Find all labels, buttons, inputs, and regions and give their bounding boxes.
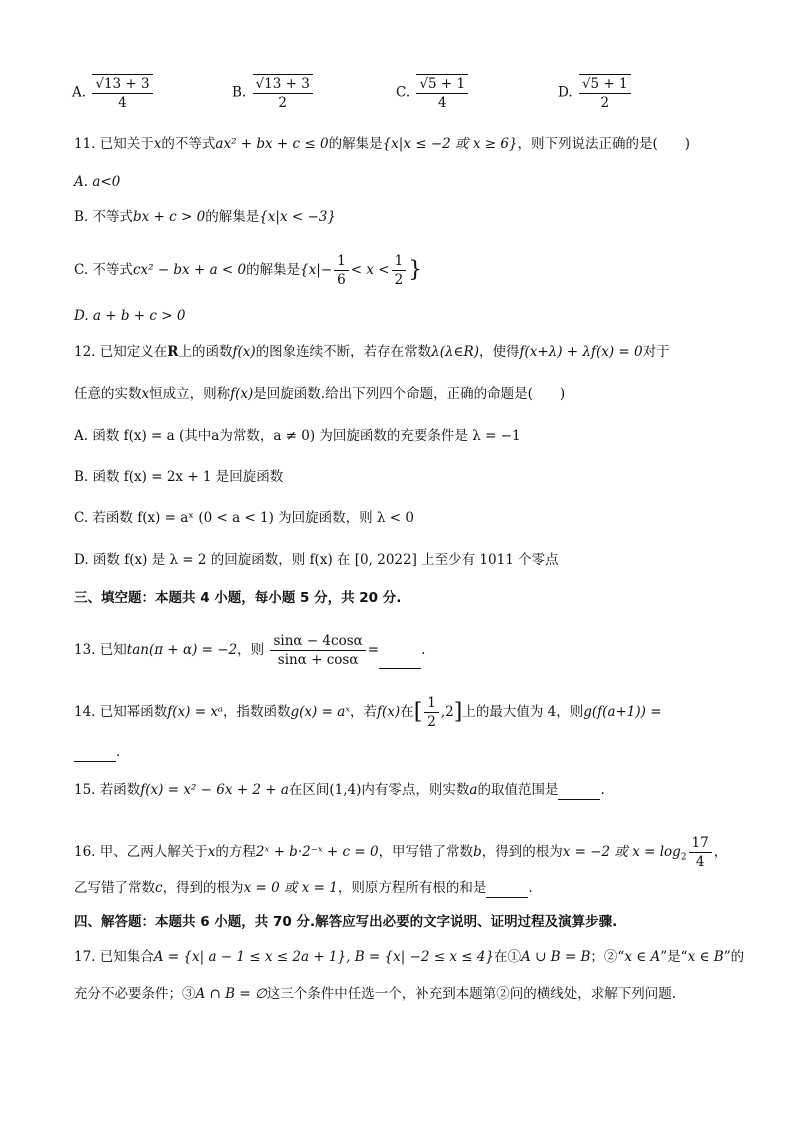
var-x: x <box>207 844 216 860</box>
stem-text: 上的函数 <box>178 344 233 360</box>
stem-text: 若函数 <box>99 782 141 798</box>
target-expression: g(f(a+1)) = <box>583 704 662 720</box>
function: f(x) <box>230 386 254 402</box>
stem-text: ”的 <box>723 949 745 965</box>
fraction-denominator: sinα + cosα <box>277 652 359 668</box>
solution-set: < x < <box>350 262 390 278</box>
q16-line1 <box>74 834 728 871</box>
power-function: f(x) = xᵃ <box>167 704 224 720</box>
section-4-heading: 四、解答题：本题共 6 小题，共 70 分.解答应写出必要的文字说明、证明过程及演算步骤. <box>74 914 618 930</box>
fraction-denominator: 4 <box>695 854 705 870</box>
stem-text: ，甲写错了常数 <box>378 844 474 860</box>
fraction-denominator: 4 <box>118 95 127 111</box>
stem-text: 已知定义在 <box>99 344 168 360</box>
option-text: A. 函数 f(x) = a (其中a为常数，a ≠ 0) 为回旋函数的充要条件是 λ = −1 <box>74 428 521 444</box>
period: . <box>528 880 533 896</box>
q12-option-a <box>74 426 724 446</box>
stem-text: 已知 <box>99 642 127 658</box>
q12-stem-line2 <box>74 384 724 404</box>
fraction-denominator: 2 <box>278 95 287 111</box>
fraction-numerator: 1 <box>334 252 349 271</box>
q10-option-a <box>72 74 155 112</box>
answer-blank[interactable] <box>379 654 421 669</box>
fraction-denominator: 2 <box>600 95 610 111</box>
answer-blank[interactable] <box>558 785 600 800</box>
q17-line1 <box>74 947 745 967</box>
fraction-denominator: 6 <box>337 272 346 288</box>
q13 <box>74 632 724 669</box>
function: f(x) <box>377 704 401 720</box>
equation: 2ˣ + b·2⁻ˣ + c = 0 <box>255 844 379 860</box>
fraction-denominator: 2 <box>427 714 436 730</box>
inequality: cx² − bx + a < 0 <box>132 262 247 278</box>
fraction-numerator: 1 <box>392 252 407 271</box>
option-text: 的解集是 <box>246 262 301 278</box>
period: . <box>116 744 121 760</box>
q10-option-b <box>232 74 315 112</box>
option-text: 的解集是 <box>205 209 260 225</box>
condition-2b: x ∈ B <box>687 949 724 965</box>
interval-end: ,2 <box>440 704 454 720</box>
q11-option-c <box>74 252 724 289</box>
question-number: 16. <box>74 844 96 860</box>
fraction <box>253 74 313 112</box>
fraction-numerator: √13 + 3 <box>92 74 152 94</box>
stem-text: 已知幂函数 <box>99 704 168 720</box>
stem-text: 上的最大值为 4，则 <box>462 704 584 720</box>
q14-line2 <box>74 742 724 762</box>
fraction <box>579 74 631 112</box>
function: f(x) <box>232 344 256 360</box>
stem-text: ，则原方程所有根的和是 <box>337 880 487 896</box>
question-number: 13. <box>74 642 96 658</box>
stem-text: 充分不必要条件；③ <box>74 986 196 1002</box>
fraction <box>270 632 365 669</box>
stem-text: ，得到的根为 <box>162 880 244 896</box>
q11-option-b <box>74 207 724 227</box>
stem-text: 这三个条件中任选一个，补充到本题第②问的横线处，求解下列问题. <box>266 986 677 1002</box>
function: f(x) = x² − 6x + 2 + a <box>140 782 289 798</box>
stem-text: 的解集是 <box>328 136 383 152</box>
section-3-heading: 三、填空题：本题共 4 小题，每小题 5 分，共 20 分. <box>74 590 402 606</box>
real-set-symbol: R <box>167 344 179 360</box>
question-number: 14. <box>74 704 96 720</box>
option-label: B. <box>232 84 247 101</box>
fraction-numerator: 1 <box>424 694 439 713</box>
var-a: a <box>469 782 478 798</box>
stem-text: 恒成立，则称 <box>149 386 231 402</box>
condition-1: A ∪ B = B <box>521 949 591 965</box>
set-definitions: A = {x| a − 1 ≤ x ≤ 2a + 1}, B = {x| −2 ≤ x ≤ 4} <box>153 949 495 965</box>
question-number: 12. <box>74 344 96 360</box>
q12-option-d <box>74 550 724 570</box>
left-bracket: [ <box>413 699 423 725</box>
question-number: 11. <box>74 136 96 152</box>
comma: ， <box>713 844 728 860</box>
option-text: B. 不等式 <box>74 209 134 225</box>
option-text: B. 函数 f(x) = 2x + 1 是回旋函数 <box>74 469 284 485</box>
var-b: b <box>473 844 482 860</box>
stem-text: ，得到的根为 <box>481 844 563 860</box>
stem-text: ；②“ <box>590 949 625 965</box>
stem-text: 乙写错了常数 <box>74 880 155 896</box>
solution-set: {x|− <box>300 262 333 278</box>
log-base: 2 <box>680 852 687 863</box>
q12-option-c <box>74 508 724 528</box>
fraction <box>689 834 712 871</box>
period: . <box>421 642 426 658</box>
option-label: A. <box>72 84 87 101</box>
option-text: C. 若函数 f(x) = aˣ (0 < a < 1) 为回旋函数，则 λ < 0 <box>74 510 414 526</box>
option-text: D. 函数 f(x) 是 λ = 2 的回旋函数，则 f(x) 在 [0, 2022] 上至少有 1011 个零点 <box>74 552 559 568</box>
option-text: A. a<0 <box>74 174 121 190</box>
stem-text: 任意的实数 <box>74 386 142 402</box>
roots: x = −2 或 x = log <box>562 844 681 860</box>
stem-text: 在 <box>400 704 414 720</box>
solution-set: {x|x ≤ −2 或 x ≥ 6} <box>382 136 518 152</box>
stem-text: 已知关于 <box>99 136 154 152</box>
option-text: C. 不等式 <box>74 262 133 278</box>
q14-line1 <box>74 694 724 731</box>
q10-option-c <box>396 74 470 112</box>
q16-line2 <box>74 878 724 898</box>
stem-text: 已知集合 <box>99 949 154 965</box>
solution-set: {x|x < −3} <box>259 209 336 225</box>
option-text: D. a + b + c > 0 <box>74 308 186 324</box>
var-x: x <box>153 136 162 152</box>
question-number: 15. <box>74 782 96 798</box>
period: . <box>600 782 605 798</box>
fraction-numerator: √5 + 1 <box>416 74 468 94</box>
interval: (1,4) <box>329 782 362 798</box>
fraction <box>424 694 439 731</box>
stem-text: 甲、乙两人解关于 <box>99 844 208 860</box>
stem-text: 的图象连续不断，若存在常数 <box>255 344 432 360</box>
fraction <box>334 252 349 289</box>
q12-option-b <box>74 467 724 487</box>
answer-blank[interactable] <box>486 883 528 898</box>
constant: λ(λ∈R) <box>431 344 479 360</box>
roots: x = 0 或 x = 1 <box>243 880 338 896</box>
q17-line2 <box>74 984 724 1004</box>
stem-text: 内有零点，则实数 <box>361 782 470 798</box>
inequality: ax² + bx + c ≤ 0 <box>215 136 329 152</box>
condition-2a: x ∈ A <box>624 949 661 965</box>
equals-sign: = <box>367 642 380 658</box>
q11-option-d <box>74 306 724 326</box>
var-x: x <box>141 386 150 402</box>
fraction-numerator: √5 + 1 <box>579 74 631 94</box>
option-label: C. <box>396 84 411 101</box>
fraction-numerator: sinα − 4cosα <box>270 632 365 651</box>
stem-text: 的不等式 <box>161 136 216 152</box>
stem-text: ，则 <box>237 642 265 658</box>
stem-text: 的方程 <box>215 844 256 860</box>
stem-text: ，指数函数 <box>223 704 291 720</box>
stem-text: 对于 <box>642 344 670 360</box>
stem-text: 在区间 <box>288 782 330 798</box>
fraction <box>392 252 407 289</box>
fraction <box>92 74 152 112</box>
q12-stem-line1 <box>74 342 724 362</box>
q15 <box>74 780 724 800</box>
question-number: 17. <box>74 949 96 965</box>
stem-text: 的取值范围是 <box>477 782 559 798</box>
var-c: c <box>155 880 163 896</box>
option-label: D. <box>558 84 573 101</box>
answer-blank[interactable] <box>74 747 116 762</box>
q10-option-d <box>558 74 633 112</box>
fraction-denominator: 4 <box>437 95 447 111</box>
condition-3: A ∩ B = ∅ <box>195 986 267 1002</box>
fraction-denominator: 2 <box>394 272 404 288</box>
equation: f(x+λ) + λf(x) = 0 <box>519 344 643 360</box>
q11-stem <box>74 134 724 154</box>
stem-text: ，若 <box>350 704 378 720</box>
stem-text: 在① <box>494 949 522 965</box>
right-bracket: ] <box>453 699 463 725</box>
stem-text: 是回旋函数.给出下列四个命题，正确的命题是( ) <box>253 386 566 402</box>
stem-text: ，使得 <box>478 344 520 360</box>
fraction <box>416 74 468 112</box>
inequality: bx + c > 0 <box>133 209 206 225</box>
stem-text: ，则下列说法正确的是( ) <box>517 136 691 152</box>
q11-option-a <box>74 172 724 192</box>
right-brace: } <box>408 257 423 283</box>
fraction-numerator: 17 <box>689 834 712 853</box>
fraction-numerator: √13 + 3 <box>253 74 313 94</box>
given-equation: tan(π + α) = −2 <box>126 642 238 658</box>
stem-text: ”是“ <box>660 949 688 965</box>
exponential-function: g(x) = aˣ <box>290 704 351 720</box>
